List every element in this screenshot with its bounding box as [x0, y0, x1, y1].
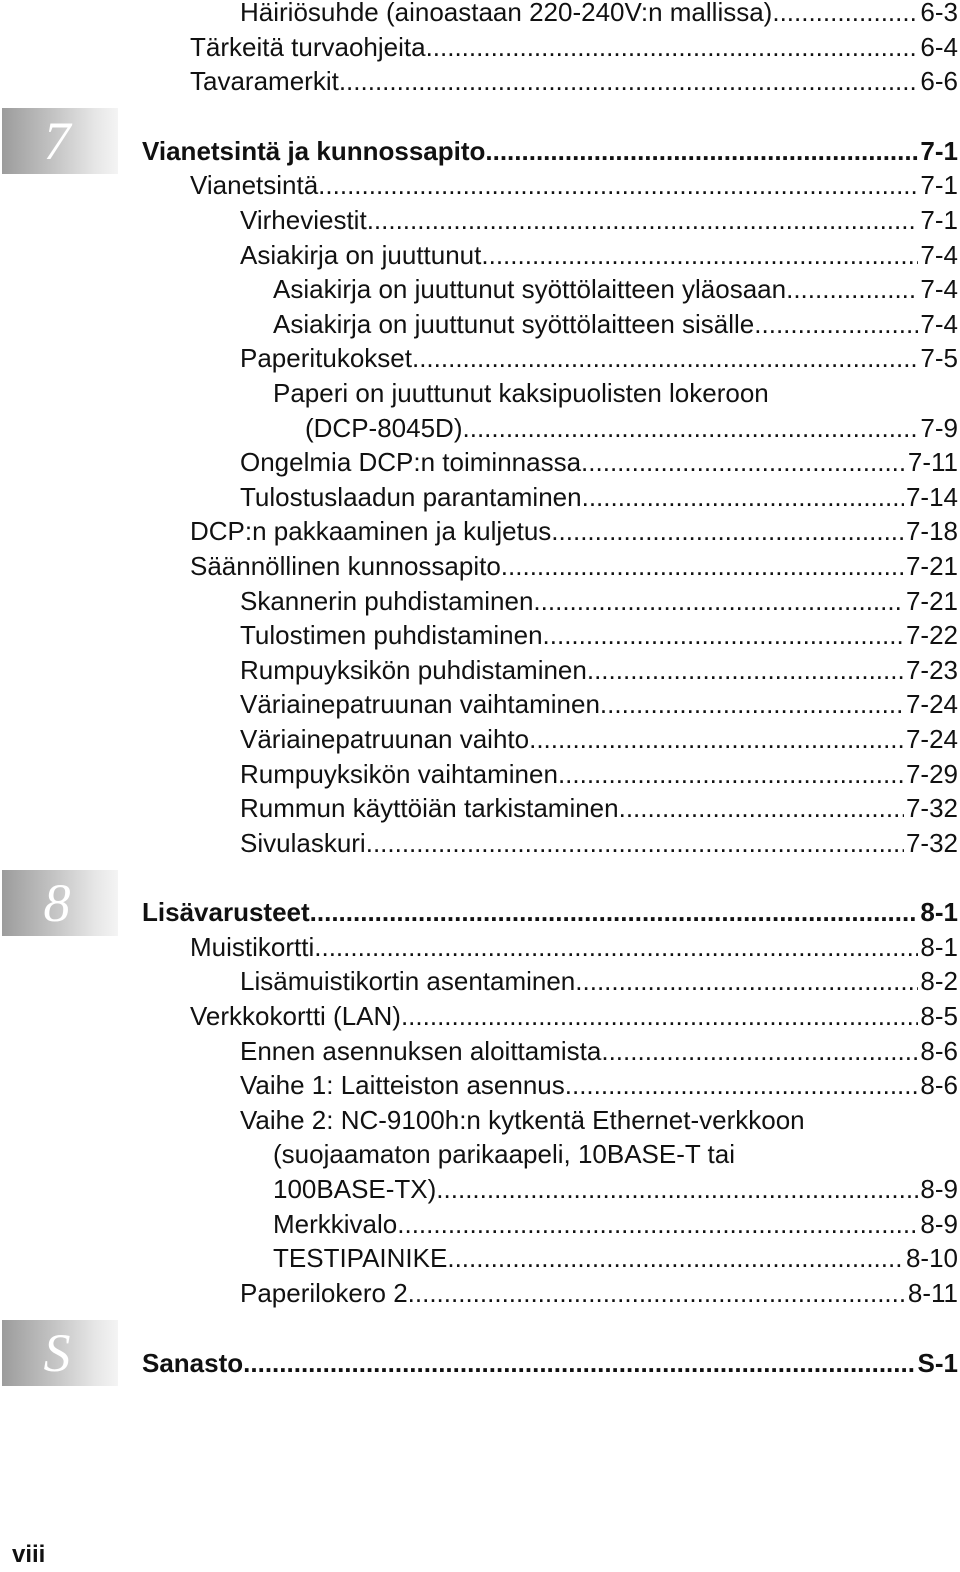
toc-entry[interactable]: Väriainepatruunan vaihtaminen ..... 7-24 — [240, 687, 958, 721]
toc-chapter-heading[interactable]: Vianetsintä ja kunnossapito ..... 7-1 — [142, 134, 958, 168]
toc-entry[interactable]: Rumpuyksikön puhdistaminen ..... 7-23 — [240, 653, 958, 687]
toc-entry[interactable]: (DCP-8045D) ..... 7-9 — [305, 411, 958, 445]
toc-entry[interactable]: Verkkokortti (LAN) ..... 8-5 — [190, 999, 958, 1033]
toc-entry[interactable]: Paperilokero 2 ..... 8-11 — [240, 1276, 958, 1310]
toc-entry[interactable]: TESTIPAINIKE ..... 8-10 — [273, 1241, 958, 1275]
chapter-number: 8 — [43, 873, 71, 933]
toc-entry[interactable]: Merkkivalo ..... 8-9 — [273, 1207, 958, 1241]
toc-chapter-heading[interactable]: Lisävarusteet ..... 8-1 — [142, 895, 958, 929]
toc-entry[interactable]: Tavaramerkit ..... 6-6 — [190, 64, 958, 98]
toc-entry[interactable]: DCP:n pakkaaminen ja kuljetus ..... 7-18 — [190, 514, 958, 548]
toc-entry[interactable]: Rumpuyksikön vaihtaminen ..... 7-29 — [240, 757, 958, 791]
toc-entry[interactable]: Asiakirja on juuttunut ..... 7-4 — [240, 238, 958, 272]
toc-entry[interactable]: Lisämuistikortin asentaminen ..... 8-2 — [240, 964, 958, 998]
toc-entry[interactable]: Ongelmia DCP:n toiminnassa ..... 7-11 — [240, 445, 958, 479]
toc-entry[interactable]: Muistikortti ..... 8-1 — [190, 930, 958, 964]
toc-entry[interactable]: Vianetsintä ..... 7-1 — [190, 168, 958, 202]
toc-entry[interactable]: Ennen asennuksen aloittamista ..... 8-6 — [240, 1034, 958, 1068]
toc-entry[interactable]: Sivulaskuri ..... 7-32 — [240, 826, 958, 860]
toc-entry[interactable]: Tulostimen puhdistaminen ..... 7-22 — [240, 618, 958, 652]
toc-entry-wrapped[interactable]: (suojaamaton parikaapeli, 10BASE-T tai — [273, 1139, 735, 1169]
toc-entry[interactable]: Paperitukokset ..... 7-5 — [240, 341, 958, 375]
toc-entry[interactable]: Säännöllinen kunnossapito ..... 7-21 — [190, 549, 958, 583]
toc-chapter-heading[interactable]: Sanasto ..... S-1 — [142, 1346, 958, 1380]
chapter-tab-7 — [2, 108, 118, 174]
chapter-number: 7 — [43, 111, 71, 171]
toc-entry[interactable]: 100BASE-TX) ..... 8-9 — [273, 1172, 958, 1206]
toc-entry[interactable]: Skannerin puhdistaminen ..... 7-21 — [240, 584, 958, 618]
toc-entry[interactable]: Tulostuslaadun parantaminen ..... 7-14 — [240, 480, 958, 514]
toc-entry[interactable]: Asiakirja on juuttunut syöttölaitteen yläosaan. ..... 7-4 — [273, 272, 958, 306]
toc-entry[interactable]: Asiakirja on juuttunut syöttölaitteen sisälle. ..... 7-4 — [273, 307, 958, 341]
toc-entry[interactable]: Tärkeitä turvaohjeita ..... 6-4 — [190, 30, 958, 64]
toc-entry[interactable]: Virheviestit ..... 7-1 — [240, 203, 958, 237]
page-number: viii — [12, 1541, 46, 1568]
chapter-tab-8 — [2, 870, 118, 936]
chapter-tab-s — [2, 1320, 118, 1386]
toc-entry[interactable]: Vaihe 1: Laitteiston asennus ..... 8-6 — [240, 1068, 958, 1102]
toc-entry-wrapped[interactable]: Paperi on juuttunut kaksipuolisten lokeroon — [273, 378, 769, 408]
chapter-number: S — [43, 1323, 71, 1383]
toc-entry[interactable]: Rummun käyttöiän tarkistaminen ..... 7-32 — [240, 791, 958, 825]
toc-entry[interactable]: Häiriösuhde (ainoastaan 220-240V:n mallissa) ..... 6-3 — [240, 0, 958, 29]
toc-entry[interactable]: Väriainepatruunan vaihto ..... 7-24 — [240, 722, 958, 756]
toc-entry-wrapped[interactable]: Vaihe 2: NC-9100h:n kytkentä Ethernet-verkkoon — [240, 1105, 805, 1135]
